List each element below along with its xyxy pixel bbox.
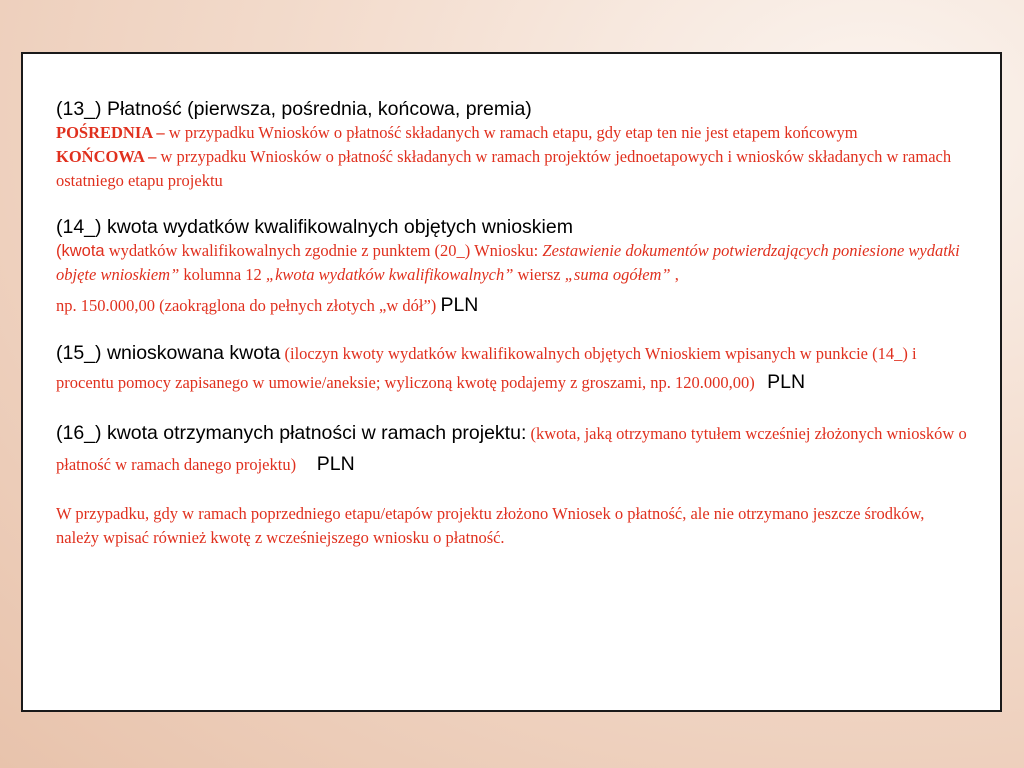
koncowa-text: w przypadku Wniosków o płatność składanych w ramach projektów jednoetapowych i wniosków składanych w ramach ostatniego etapu projektu: [56, 147, 952, 190]
section-15-text: (iloczyn kwoty wydatków kwalifikowalnych objętych Wnioskiem wpisanych w punkcie (14_) i procentu pomocy zapisanego w umowie/aneksie; wyliczoną kwotę podajemy z groszami, np. 120.000,00): [56, 344, 917, 392]
section-14-open: (kwota: [56, 242, 105, 260]
section-14-italic1: Zestawienie dokumentów potwierdzających poniesione wydatki objęte wnioskiem”: [56, 241, 960, 284]
section-13-heading: (13_) Płatność (pierwsza, pośrednia, końcowa, premia): [56, 98, 532, 120]
posrednia-label: POŚREDNIA –: [56, 123, 165, 142]
content-area: [56, 97, 971, 550]
koncowa-label: KOŃCOWA –: [56, 147, 157, 166]
section-16-heading: (16_) kwota otrzymanych płatności w ramach projektu:: [56, 422, 527, 444]
section-14-text4: ,: [670, 265, 679, 284]
section-14-text1: wydatków kwalifikowalnych zgodnie z punktem (20_) Wniosku:: [104, 241, 543, 260]
section-14-text2: kolumna 12: [179, 265, 266, 284]
section-14-description: [56, 239, 971, 287]
section-14: [56, 215, 971, 318]
section-14-line2: np. 150.000,00 (zaokrąglona do pełnych złotych „w dół”): [56, 296, 441, 315]
section-14-unit: PLN: [440, 294, 479, 316]
posrednia-text: w przypadku Wniosków o płatność składanych w ramach etapu, gdy etap ten nie jest etapem końcowym: [164, 123, 858, 142]
section-14-example: [56, 293, 971, 318]
section-13: [56, 97, 971, 193]
section-14-italic3: „suma ogółem”: [564, 265, 671, 284]
section-15-body: [56, 340, 971, 397]
section-15-unit: PLN: [767, 371, 806, 393]
section-14-heading: (14_) kwota wydatków kwalifikowalnych objętych wnioskiem: [56, 216, 573, 238]
section-16-unit: PLN: [316, 453, 355, 475]
section-15-heading: (15_) wnioskowana kwota: [56, 342, 281, 364]
section-13-koncowa: [56, 145, 971, 193]
section-16: [56, 419, 971, 480]
content-frame: [21, 52, 1002, 712]
section-16-body: [56, 419, 971, 480]
section-13-posrednia: [56, 121, 971, 145]
section-14-italic2: „kwota wydatków kwalifikowalnych”: [265, 265, 514, 284]
section-16-text: (kwota, jaką otrzymano tytułem wcześniej złożonych wniosków o płatność w ramach danego projektu): [56, 424, 967, 474]
closing-note: W przypadku, gdy w ramach poprzedniego etapu/etapów projektu złożono Wniosek o płatność, ale nie otrzymano jeszcze środków, należy wpisać również kwotę z wcześniejszego wniosku o płatność.: [56, 504, 925, 547]
section-14-text3: wiersz: [513, 265, 565, 284]
section-15: [56, 340, 971, 397]
